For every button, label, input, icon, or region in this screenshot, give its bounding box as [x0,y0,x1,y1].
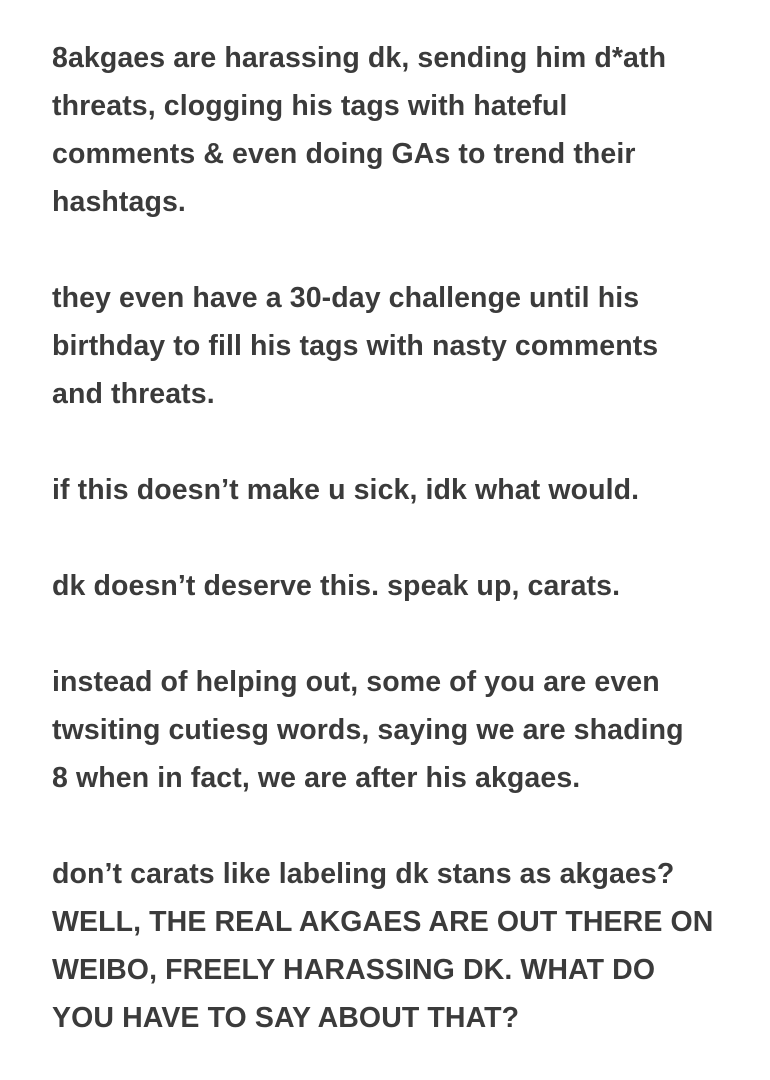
note-paragraph: dk doesn’t deserve this. speak up, carats. [52,570,621,602]
note-paragraph: they even have a 30-day challenge until his birthday to fill his tags with nasty comments and threats. [52,282,659,410]
note-paragraph: 8akgaes are harassing dk, sending him d*ath threats, clogging his tags with hateful comments & even doing GAs to trend their hashtags. [52,42,667,218]
note-paragraph: don’t carats like labeling dk stans as akgaes? WELL, THE REAL AKGAES ARE OUT THERE ON WEIBO, FREELY HARASSING DK. WHAT DO YOU HAVE TO SAY ABOUT THAT? [52,858,714,1034]
note-paragraph: if this doesn’t make u sick, idk what would. [52,474,640,506]
note-body [52,34,732,1042]
note-paragraph: instead of helping out, some of you are even twsiting cutiesg words, saying we are shading 8 when in fact, we are after his akgaes. [52,666,684,794]
